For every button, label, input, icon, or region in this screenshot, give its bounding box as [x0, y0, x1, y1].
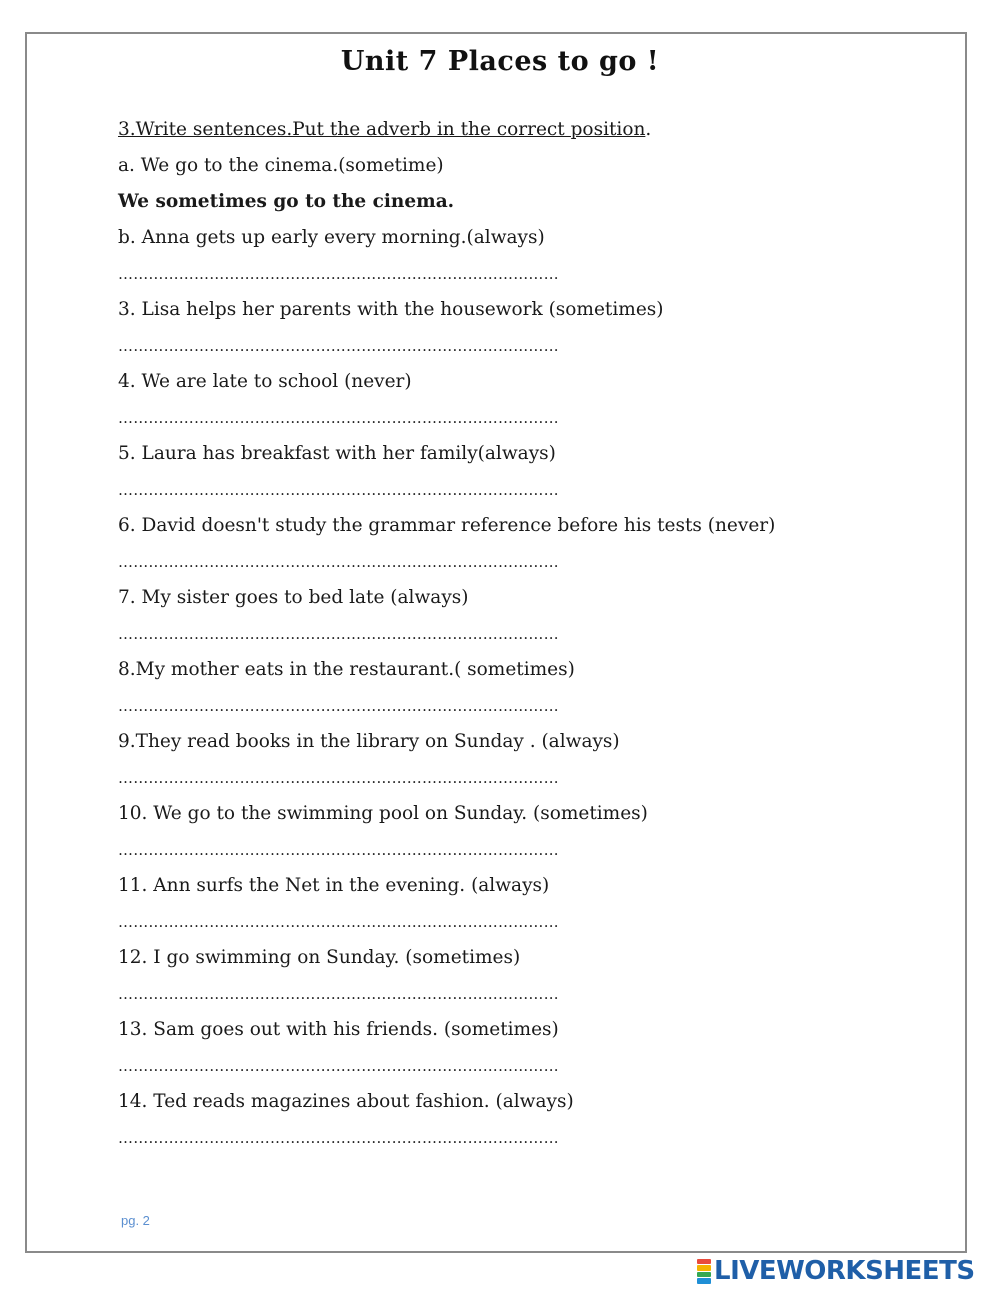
answer-line[interactable]: …………………………………………………………………………… — [118, 769, 559, 787]
exercise-prompt: 10. We go to the swimming pool on Sunday. (sometimes) — [118, 803, 648, 824]
liveworksheets-logo — [697, 1256, 975, 1286]
exercise-prompt: 9.They read books in the library on Sunday . (always) — [118, 731, 620, 752]
exercise-prompt: 12. I go swimming on Sunday. (sometimes) — [118, 947, 521, 968]
example-prompt: a. We go to the cinema.(sometime) — [118, 155, 444, 176]
answer-line[interactable]: …………………………………………………………………………… — [118, 697, 559, 715]
exercise-prompt: 11. Ann surfs the Net in the evening. (always) — [118, 875, 550, 896]
logo-icon-block — [697, 1272, 711, 1278]
page-title: Unit 7 Places to go ! — [340, 46, 660, 77]
page-number: pg. 2 — [121, 1213, 150, 1228]
exercise-prompt: 3. Lisa helps her parents with the housework (sometimes) — [118, 299, 664, 320]
logo-icon-block — [697, 1265, 711, 1271]
answer-line[interactable]: …………………………………………………………………………… — [118, 265, 559, 283]
answer-line[interactable]: …………………………………………………………………………… — [118, 1057, 559, 1075]
instruction-period: . — [645, 119, 652, 140]
instruction-text: 3.Write sentences.Put the adverb in the correct position — [118, 119, 646, 140]
answer-line[interactable]: …………………………………………………………………………… — [118, 409, 559, 427]
exercise-prompt: 7. My sister goes to bed late (always) — [118, 587, 469, 608]
answer-line[interactable]: …………………………………………………………………………… — [118, 481, 559, 499]
answer-line[interactable]: …………………………………………………………………………… — [118, 841, 559, 859]
exercise-prompt: 4. We are late to school (never) — [118, 371, 412, 392]
answer-line[interactable]: …………………………………………………………………………… — [118, 337, 559, 355]
logo-icon-block — [697, 1259, 711, 1265]
logo-icon-block — [697, 1278, 711, 1284]
answer-line[interactable]: …………………………………………………………………………… — [118, 625, 559, 643]
example-answer: We sometimes go to the cinema. — [118, 191, 455, 212]
logo-text: LIVEWORKSHEETS — [714, 1256, 975, 1286]
exercise-prompt: 8.My mother eats in the restaurant.( sometimes) — [118, 659, 575, 680]
answer-line[interactable]: …………………………………………………………………………… — [118, 1129, 559, 1147]
answer-line[interactable]: …………………………………………………………………………… — [118, 913, 559, 931]
instruction — [118, 119, 651, 140]
exercise-prompt: 6. David doesn't study the grammar reference before his tests (never) — [118, 515, 776, 536]
answer-line[interactable]: …………………………………………………………………………… — [118, 985, 559, 1003]
exercise-prompt: b. Anna gets up early every morning.(always) — [118, 227, 545, 248]
exercise-prompt: 14. Ted reads magazines about fashion. (always) — [118, 1091, 574, 1112]
exercise-prompt: 5. Laura has breakfast with her family(always) — [118, 443, 556, 464]
logo-icon — [697, 1258, 711, 1284]
answer-line[interactable]: …………………………………………………………………………… — [118, 553, 559, 571]
exercise-prompt: 13. Sam goes out with his friends. (sometimes) — [118, 1019, 559, 1040]
